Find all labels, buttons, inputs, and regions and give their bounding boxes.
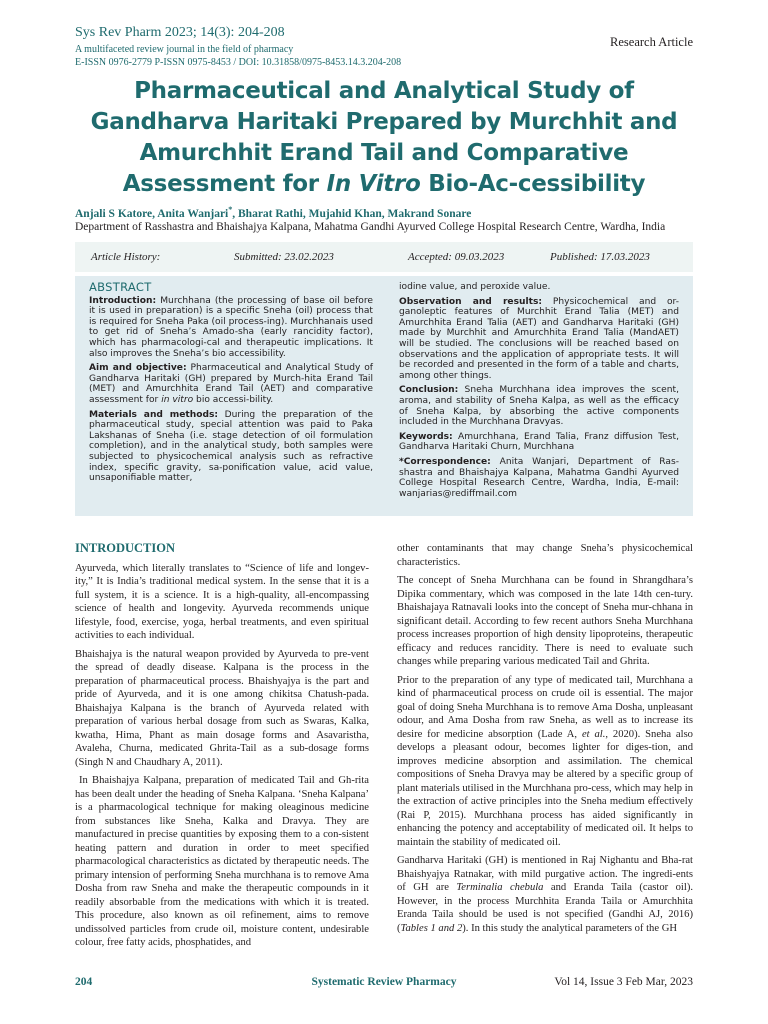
abstract-keywords: Keywords: Amurchhana, Erand Talia, Franz diffusion Test, Gandharva Haritaki Churn, Murchhana [399, 431, 679, 453]
body-paragraph: Ayurveda, which literally translates to “Science of life and longev-ity,” It is India’s traditional medical system. In the sense that it is a full system, it is a science. It is a high-quality, all-encompassing science of health and longevity. Ayurveda recommends unique lifestyle, food, exercise, yoga, herbal treatments, and even spiritual activities to each individual. [75, 562, 369, 641]
affiliation: Department of Rasshastra and Bhaishajya Kalpana, Mahatma Gandhi Ayurved College Hospital Research Centre, Wardha, India [75, 221, 666, 233]
abstract-introduction: Introduction: Murchhana (the processing of base oil before it is used in preparation) is a specific Sneha (oil) process that is required for Sneha Paka (oil process-ing). Murchhanais used to get rid of Sneha’s Amado-sha (early rancidity factor), which has pharmacologi-cal and therapeutic implications. It also improves the Sneha’s bio accessibility. [89, 295, 373, 359]
article-history-bar [75, 242, 693, 272]
article-type-label: Research Article [610, 35, 693, 49]
correspondence: *Correspondence: Anita Wanjari, Department of Ras-shastra and Bhaishajya Kalpana, Mahatma Gandhi Ayurved College Hospital Research Centre, Wardha, India, E-mail: wanjarias@rediffmail.com [399, 456, 679, 499]
abstract-left-column [89, 282, 373, 488]
abstract-aim: Aim and objective: Pharmaceutical and Analytical Study of Gandharva Haritaki (GH) prepared by Murch-hita Erand Tail (MET) and Amurchhita Erand Tail (AET) and comparative assessment for in vitro bio accessi-bility. [89, 363, 373, 405]
body-right-column [397, 542, 693, 940]
body-paragraph: Bhaishajya is the natural weapon provided by Ayurveda to pre-vent the spread of deadly disease. Kalpana is the process in the preparation of pharmaceutical process. Bhaishyajya is the part and pride of Ayurveda, and it is one among chikitsa Chatush-pada. Bhaishajya Kalpana is the branch of Ayurveda related with preparation of various herbal dosage from such as Swaras, Kalka, kwatha, Hima, Phant as main dosage forms and Asavaristha, Avaleha, Churna, medicated Ghrita-Tail as a sub-dosage forms (Singh N and Chaudhary A, 2011). [75, 648, 369, 768]
journal-header [75, 26, 401, 69]
issn-doi: E-ISSN 0976-2779 P-ISSN 0975-8453 / DOI: 10.31858/0975-8453.14.3.204-208 [75, 57, 402, 68]
author-list: Anjali S Katore, Anita Wanjari*, Bharat Rathi, Mujahid Khan, Makrand Sonare [75, 205, 472, 220]
abstract-box [75, 276, 693, 516]
abstract-methods-continued: iodine value, and peroxide value. [399, 282, 551, 292]
journal-citation: Sys Rev Pharm 2023; 14(3): 204-208 [75, 25, 285, 40]
body-left-column [75, 542, 369, 955]
footer-journal-name: Systematic Review Pharmacy [311, 976, 457, 988]
published-date: Published: 17.03.2023 [550, 251, 650, 263]
body-paragraph: other contaminants that may change Sneha’s physicochemical characteristics. [397, 543, 693, 568]
body-paragraph: In Bhaishajya Kalpana, preparation of medicated Tail and Gh-rita has been dealt under the heading of Sneha Kalpana. ‘Sneha Kalpana’ is a pharmacological technique for making oleaginous medicine from substances like Sneha, Kalka and Dravya. They are manufactured in precise quantities by exposing them to a con-sistent heating pattern and duration in order to meet specified pharmacological characteristics as dictated by therapeutic needs. The primary intension of performing Sneha murchhana is to remove Ama Dosha from raw Sneha and make the therapeutic compounds in it readily absorbable from the medications with which it is treated. This procedure, also known as oil refinement, aims to remove undissolved particles from crude oil, moisture content, undesirable colour, free fatty acids, phosphatides, and [75, 775, 369, 948]
body-paragraph: Prior to the preparation of any type of medicated tail, Murchhana a kind of pharmaceutical process on crude oil is essential. The major goal of doing Sneha Murchhana is to remove Ama Dosha, unpleasant odour, and Ama Dosha from raw Sneha, as well as to increase its desire for medicine absorption (Lade A, et al., 2020). Sneha also develops a pleasant odour, becomes lighter for diges-tion, and improves medicine absorption and assimilation. The chemical compositions of Sneha Dravya may be altered by a specific group of plant materials utilised in the Murchhana pro-cess, which may help in the extraction of active principles into the Sneha medium effectively (Rai P, 2015). Murchhana process has aided significantly in enhancing the potency and acceptability of medicated oil. It helps to maintain the stability of medicated oil. [397, 674, 693, 848]
abstract-right-column [399, 282, 679, 503]
abstract-conclusion: Conclusion: Sneha Murchhana idea improves the scent, aroma, and stability of Sneha Kalpa, as well as the efficacy of Sneha Kalpa, by absorbing the active components included in the Murchhana Dravyas. [399, 385, 679, 428]
footer-volume: Vol 14, Issue 3 Feb Mar, 2023 [554, 976, 693, 988]
journal-tagline: A multifaceted review journal in the field of pharmacy [75, 44, 294, 55]
introduction-heading: INTRODUCTION [75, 541, 176, 555]
submitted-date: Submitted: 23.02.2023 [234, 251, 334, 263]
body-paragraph: Gandharva Haritaki (GH) is mentioned in Raj Nighantu and Bha-rat Bhaishyajya Ratnakar, with mild purgative action. The ingredi-ents of GH are Terminalia chebula and Eranda Taila (castor oil). However, in the process Murchhita Eranda Taila or Amurchhita Eranda Taila should be used is not specified (Gandhi AJ, 2016) (Tables 1 and 2). In this study the analytical parameters of the GH [397, 855, 693, 934]
abstract-heading: ABSTRACT [89, 280, 152, 294]
page-number: 204 [75, 976, 93, 988]
article-title: Pharmaceutical and Analytical Study of Gandharva Haritaki Prepared by Murchhit and Amurchhit Erand Tail and Comparative Assessment for In Vitro Bio-Ac-cessibility [90, 78, 678, 197]
abstract-observations: Observation and results: Physicochemical and or-ganoleptic features of Murchhit Erand Talia (MET) and Amurchhita Erand Talia (AET) and Gandharva Haritaki (GH) made by Murchhit and Amurchhita Erand Talia (MandAET) will be studied. The conclusions will be reached based on observations and the application of appropriate tests. It will be recorded and presented in the form of a table and charts, among other things. [399, 296, 679, 381]
body-paragraph: The concept of Sneha Murchhana can be found in Shrangdhara’s Dipika commentary, which was composed in the late 14th cen-tury. Bhaishajaya Ratnavali looks into the concept of Sneha mur-chhana in significant detail. According to few recent authors Sneha Murchhana process increases proportion of high density lipoproteins, therapeutic efficacy and reduces rancidity. There is need to evaluate such changes while preparing various medicated Tail and Ghrita. [397, 575, 693, 667]
accepted-date: Accepted: 09.03.2023 [408, 251, 505, 263]
abstract-methods: Materials and methods: During the preparation of the pharmaceutical study, special attention was paid to Paka Lakshanas of Sneha (i.e. stage detection of oil formulation completion), and in the analytical study, both samples were subjected to physicochemical analysis such as refractive index, specific gravity, sa-ponification value, acid value, unsaponifiable matter, [89, 409, 373, 484]
history-label: Article History: [91, 251, 161, 263]
